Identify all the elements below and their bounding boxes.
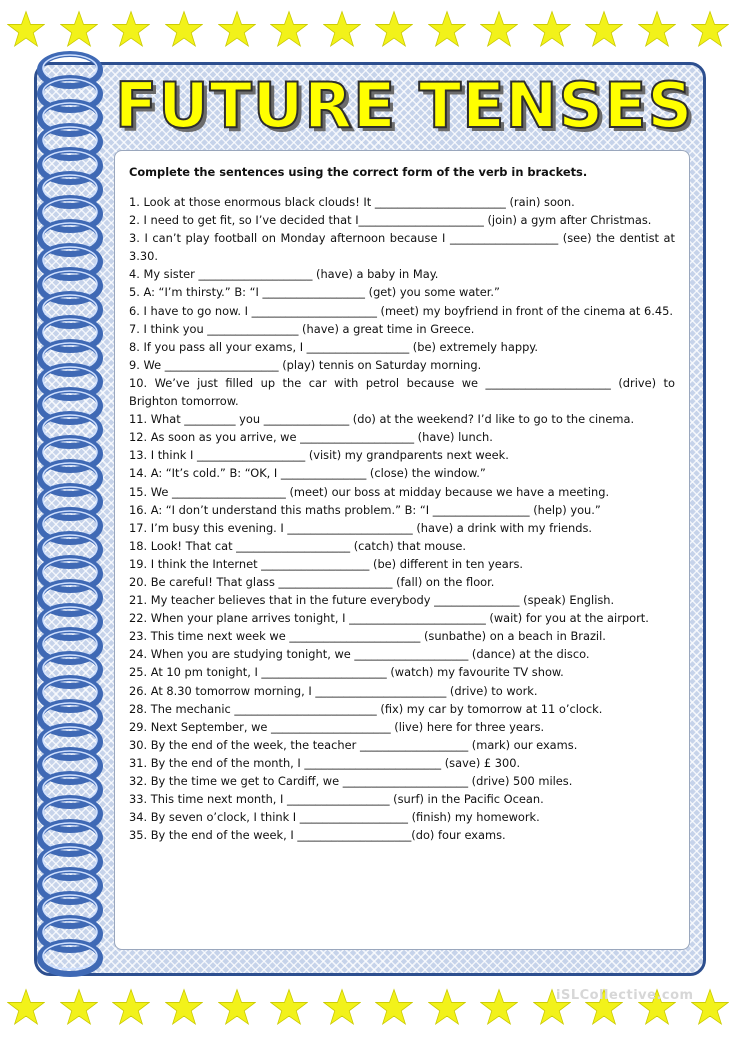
sentence-item: 23. This time next week we _______________________ (sunbathe) on a beach in Brazil. [129, 629, 606, 644]
sentence-item: 14. A: “It’s cold.” B: “OK, I _______________ (close) the window.” [129, 466, 486, 481]
spiral-binding [30, 50, 110, 980]
sentence-item: 4. My sister ____________________ (have) a baby in May. [129, 267, 439, 282]
sentence-item: 2. I need to get fit, so I’ve decided that I______________________ (join) a gym after Christmas. [129, 213, 652, 228]
star-icon [60, 988, 98, 1026]
instruction-text: Complete the sentences using the correct form of the verb in brackets. [129, 165, 588, 179]
star-icon [112, 10, 150, 48]
sentence-item: 1. Look at those enormous black clouds! It _______________________ (rain) soon. [129, 195, 575, 209]
star-icon [691, 10, 729, 48]
sentence-item: 11. What _________ you _______________ (do) at the weekend? I’d like to go to the cinema. [129, 412, 635, 427]
star-icon [533, 10, 571, 48]
sentence-item: 5. A: “I’m thirsty.” B: “I __________________ (get) you some water.” [129, 285, 500, 300]
star-icon [585, 10, 623, 48]
sentence-item: 8. If you pass all your exams, I __________________ (be) extremely happy. [129, 339, 539, 354]
star-icon [270, 10, 308, 48]
star-icon [218, 988, 256, 1026]
sentence-item: 16. A: “I don’t understand this maths problem.” B: “I _________________ (help) you.” [129, 502, 601, 517]
sentence-item: 3. I can’t play football on Monday afternoon because I ___________________ (see) the dentist at 3.30. [129, 231, 675, 264]
sentence-item: 6. I have to go now. I ______________________ (meet) my boyfriend in front of the cinema at 6.45. [129, 303, 673, 318]
star-icon [375, 10, 413, 48]
sentence-item: 30. By the end of the week, the teacher ___________________ (mark) our exams. [129, 737, 578, 752]
sentence-item: 35. By the end of the week, I ____________________(do) four exams. [129, 828, 506, 843]
star-icon [323, 988, 361, 1026]
star-icon [7, 988, 45, 1026]
sentence-item: 25. At 10 pm tonight, I ______________________ (watch) my favourite TV show. [129, 665, 564, 680]
star-icon [60, 10, 98, 48]
sentence-item: 21. My teacher believes that in the future everybody _______________ (speak) English. [129, 593, 615, 608]
sentence-list [129, 193, 675, 844]
sentence-item: 15. We ____________________ (meet) our boss at midday because we have a meeting. [129, 484, 610, 499]
star-icon [691, 988, 729, 1026]
sentence-item: 33. This time next month, I __________________ (surf) in the Pacific Ocean. [129, 792, 544, 807]
sentence-item: 26. At 8.30 tomorrow morning, I _______________________ (drive) to work. [129, 683, 538, 698]
sentence-item: 18. Look! That cat ____________________ (catch) that mouse. [129, 538, 467, 553]
star-icon [112, 988, 150, 1026]
star-icon [480, 988, 518, 1026]
star-icon [480, 10, 518, 48]
sentence-item: 7. I think you ________________ (have) a great time in Greece. [129, 321, 475, 336]
sentence-item: 17. I’m busy this evening. I ______________________ (have) a drink with my friends. [129, 520, 593, 535]
sentence-item: 19. I think the Internet ___________________ (be) different in ten years. [129, 556, 524, 571]
star-icon [638, 10, 676, 48]
sentence-item: 28. The mechanic _________________________ (fix) my car by tomorrow at 11 o’clock. [129, 701, 603, 716]
page-title: FUTURE TENSES [114, 69, 694, 142]
star-icon [218, 10, 256, 48]
star-icon [270, 988, 308, 1026]
sentence-item: 29. Next September, we _____________________ (live) here for three years. [129, 719, 545, 734]
star-icon [165, 10, 203, 48]
spiral-ring-highlight [43, 943, 97, 969]
star-icon [165, 988, 203, 1026]
star-icon [428, 988, 466, 1026]
star-icon [428, 10, 466, 48]
sentence-item: 34. By seven o’clock, I think I ___________________ (finish) my homework. [129, 810, 540, 825]
top-star-border [0, 4, 736, 54]
star-icon [7, 10, 45, 48]
sentence-item: 9. We ____________________ (play) tennis on Saturday morning. [129, 357, 482, 372]
sentence-item: 32. By the time we get to Cardiff, we ______________________ (drive) 500 miles. [129, 774, 573, 788]
sentence-item: 31. By the end of the month, I ________________________ (save) £ 300. [129, 755, 521, 770]
sentence-item: 10. We’ve just filled up the car with petrol because we ______________________ (drive) to Brighton tomorrow. [129, 375, 675, 409]
exercise-panel [114, 150, 690, 950]
star-icon [375, 988, 413, 1026]
star-icon [323, 10, 361, 48]
sentence-item: 24. When you are studying tonight, we ____________________ (dance) at the disco. [129, 647, 590, 662]
sentence-item: 13. I think I ___________________ (visit) my grandparents next week. [129, 448, 509, 463]
sentence-item: 20. Be careful! That glass ____________________ (fall) on the floor. [129, 574, 495, 589]
watermark-logo: iSLCollective.com [556, 988, 694, 1003]
sentence-item: 12. As soon as you arrive, we ____________________ (have) lunch. [129, 430, 493, 445]
sentence-item: 22. When your plane arrives tonight, I ________________________ (wait) for you at the airport. [129, 611, 649, 626]
